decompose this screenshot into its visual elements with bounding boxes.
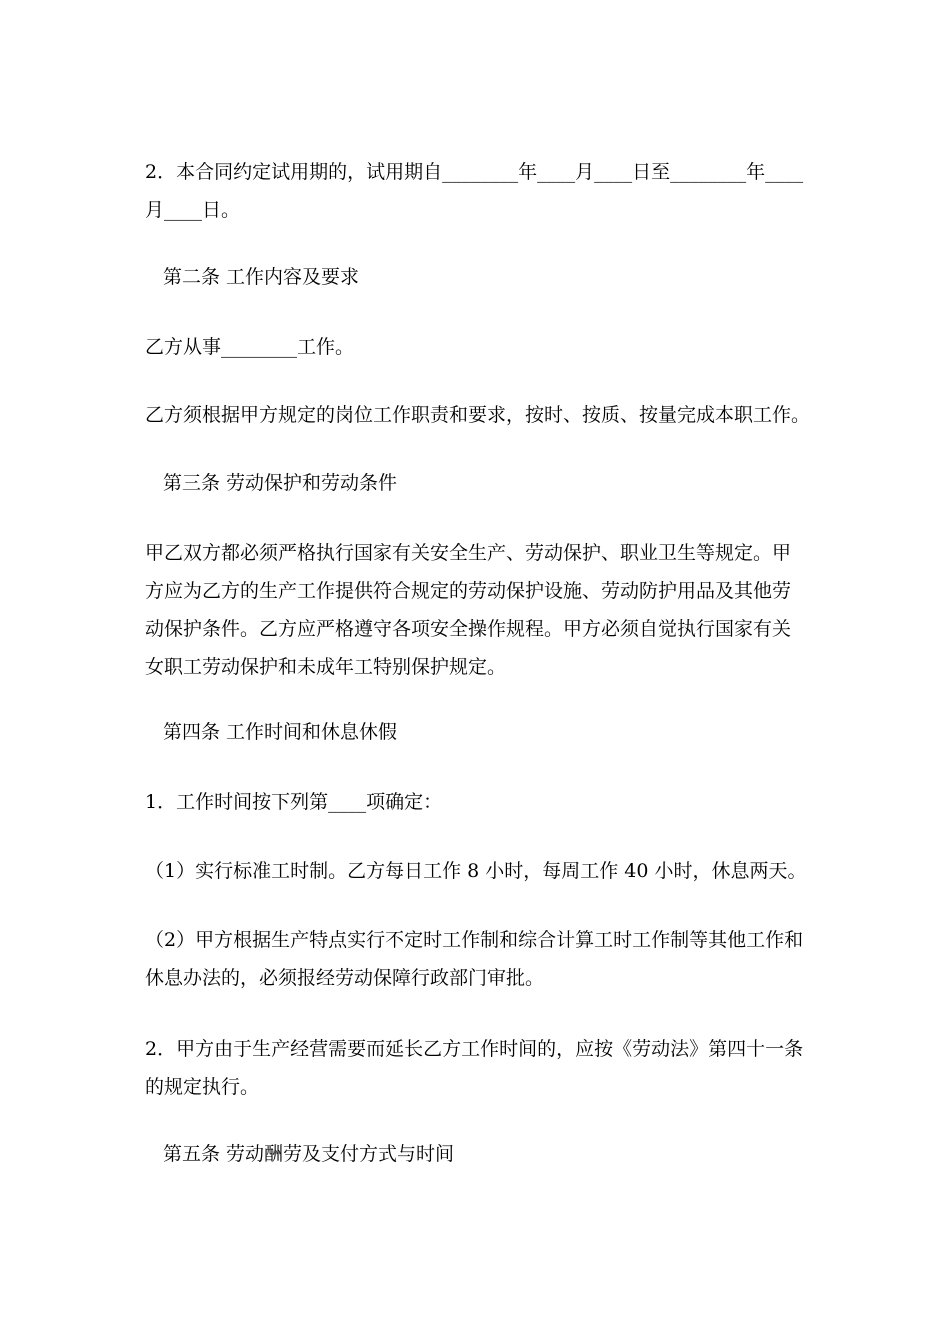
clause-line: 动保护条件。乙方应严格遵守各项安全操作规程。甲方必须自觉执行国家有关: [145, 618, 792, 640]
clause-line: 休息办法的，必须报经劳动保障行政部门审批。: [145, 967, 545, 989]
clause-line: 2．甲方由于生产经营需要而延长乙方工作时间的，应按《劳动法》第四十一条: [145, 1038, 804, 1060]
section-heading-article-3: 第三条 劳动保护和劳动条件: [163, 472, 398, 494]
working-hours-clause: 1．工作时间按下列第____项确定：: [145, 791, 443, 813]
job-assignment-clause: 乙方从事________工作。: [145, 336, 355, 358]
flexible-hours-clause: [145, 921, 825, 997]
clause-line: 甲乙双方都必须严格执行国家有关安全生产、劳动保护、职业卫生等规定。甲: [145, 542, 792, 564]
section-heading-article-4: 第四条 工作时间和休息休假: [163, 721, 398, 743]
clause-line: 月____日。: [145, 199, 241, 221]
clause-line: 女职工劳动保护和未成年工特别保护规定。: [145, 656, 507, 678]
job-requirement-clause: 乙方须根据甲方规定的岗位工作职责和要求，按时、按质、按量完成本职工作。: [145, 404, 811, 426]
clause-line: 方应为乙方的生产工作提供符合规定的劳动保护设施、劳动防护用品及其他劳: [145, 580, 792, 602]
section-heading-article-2: 第二条 工作内容及要求: [163, 266, 360, 288]
standard-hours-clause: （1）实行标准工时制。乙方每日工作 8 小时，每周工作 40 小时，休息两天。: [145, 860, 807, 882]
clause-line: （2）甲方根据生产特点实行不定时工作制和综合计算工时工作制等其他工作和: [145, 929, 804, 951]
probation-period-clause: [145, 153, 825, 229]
clause-line: 的规定执行。: [145, 1076, 260, 1098]
labor-protection-clause: [145, 534, 825, 686]
section-heading-article-5: 第五条 劳动酬劳及支付方式与时间: [163, 1143, 455, 1165]
overtime-clause: [145, 1030, 825, 1106]
clause-line: 2．本合同约定试用期的，试用期自________年____月____日至________年____: [145, 161, 804, 183]
